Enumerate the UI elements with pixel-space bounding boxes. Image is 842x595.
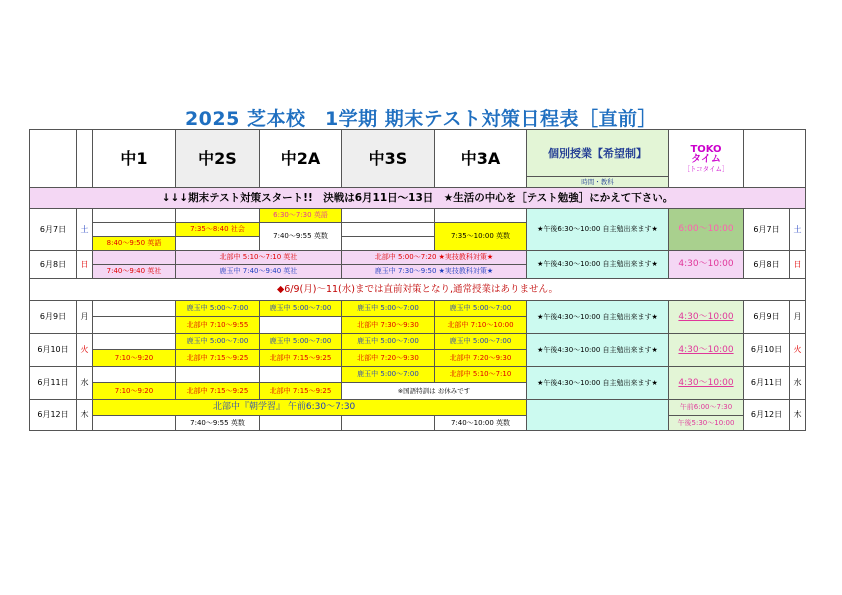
toko-title2: タイム — [691, 154, 721, 166]
toko-cell: 4:30～10:00 — [669, 251, 744, 279]
banner-notice: ◆6/9(月)～11(水)までは直前対策となり,通常授業はありません。 — [30, 279, 806, 301]
dow-cell: 日 — [77, 251, 93, 279]
slot-c3-top: 鹿玉中 5:00～7:00 — [260, 334, 342, 350]
slot-c45-top: 北部中 5:00～7:20 ★実技教科対策★ — [342, 251, 527, 265]
slot-c3-bot: 北部中 7:15～9:25 — [260, 383, 342, 400]
header-row — [30, 130, 806, 177]
slot-c5-top: 鹿玉中 5:00～7:00 — [435, 334, 527, 350]
date-cell: 6月11日 — [30, 367, 77, 400]
slot-c45-bot: 鹿玉中 7:30～9:50 ★実技教科対策★ — [342, 265, 527, 279]
banner-start: ↓↓↓期末テスト対策スタート!! 決戦は6月11日～13日 ★生活の中心を［テスト勉強］にかえて下さい。 — [30, 188, 806, 209]
dow-cell: 火 — [77, 334, 93, 367]
slot-c2-bot: 7:40～9:55 英数 — [176, 416, 260, 431]
dow-cell: 月 — [77, 301, 93, 334]
header-jikan: 時間・教科 — [527, 177, 669, 188]
row-6-11 — [30, 367, 806, 383]
slot-c5-top: 北部中 5:10～7:10 — [435, 367, 527, 383]
slot-c5-bot: 北部中 7:10～10:00 — [435, 317, 527, 334]
toko-cell: 4:30～10:00 — [669, 367, 744, 400]
header-kobetsu: 個別授業【希望制】 — [527, 130, 669, 177]
kobetsu-cell: ★午後4:30～10:00 自主勉出来ます★ — [527, 251, 669, 279]
slot-c1-bot: 7:10～9:20 — [93, 350, 176, 367]
header-chu3a: 中3A — [435, 130, 527, 188]
slot-c4-bot: 北部中 7:30～9:30 — [342, 317, 435, 334]
slot-c4-top: 鹿玉中 5:00～7:00 — [342, 367, 435, 383]
slot-c23-top: 北部中 5:10～7:10 英社 — [176, 251, 342, 265]
header-chu2a: 中2A — [260, 130, 342, 188]
toko-cell-bot: 午後5:30～10:00 — [669, 416, 744, 431]
slot-c1-bot: 8:40～9:50 英語 — [93, 237, 176, 251]
toko-cell-top: 午前6:00～7:30 — [669, 400, 744, 416]
dow-cell-right: 日 — [790, 251, 806, 279]
row-6-9 — [30, 301, 806, 317]
slot-c2-bot: 北部中 7:10～9:55 — [176, 317, 260, 334]
schedule-table — [29, 129, 806, 431]
header-chu2s: 中2S — [176, 130, 260, 188]
header-chu3s: 中3S — [342, 130, 435, 188]
kobetsu-cell: ★午後4:30～10:00 自主勉出来ます★ — [527, 367, 669, 400]
date-cell-right: 6月9日 — [744, 301, 790, 334]
row-6-8 — [30, 251, 806, 265]
kobetsu-cell: ★午後4:30～10:00 自主勉出来ます★ — [527, 334, 669, 367]
toko-cell: 4:30～10:00 — [669, 334, 744, 367]
slot-c4-top: 鹿玉中 5:00～7:00 — [342, 334, 435, 350]
slot-c5-top: 鹿玉中 5:00～7:00 — [435, 301, 527, 317]
slot-c3-bot: 北部中 7:15～9:25 — [260, 350, 342, 367]
date-cell-right: 6月12日 — [744, 400, 790, 431]
dow-cell-right: 月 — [790, 301, 806, 334]
date-cell-right: 6月7日 — [744, 209, 790, 251]
slot-c3-top: 6:30～7:30 英語 — [260, 209, 342, 223]
toko-cell: 6:00～10:00 — [669, 209, 744, 251]
row-6-10 — [30, 334, 806, 350]
slot-c2-bot: 北部中 7:15～9:25 — [176, 350, 260, 367]
date-cell: 6月10日 — [30, 334, 77, 367]
toko-cell: 4:30～10:00 — [669, 301, 744, 334]
date-cell: 6月8日 — [30, 251, 77, 279]
dow-cell-right: 土 — [790, 209, 806, 251]
slot-c23-bot: 鹿玉中 7:40～9:40 英社 — [176, 265, 342, 279]
kobetsu-cell: ★午後4:30～10:00 自主勉出来ます★ — [527, 301, 669, 334]
slot-morning-study: 北部中『朝学習』 午前6:30～7:30 — [93, 400, 527, 416]
slot-c45-bot: ※国語特訓は お休みです — [342, 383, 527, 400]
toko-subtitle: ［トコタイム］ — [683, 164, 729, 173]
slot-c1-bot: 7:40～9:40 英社 — [93, 265, 176, 279]
dow-cell-right: 水 — [790, 367, 806, 400]
dow-cell: 木 — [77, 400, 93, 431]
dow-cell: 土 — [77, 209, 93, 251]
date-cell-right: 6月11日 — [744, 367, 790, 400]
row-6-12 — [30, 400, 806, 416]
date-cell: 6月7日 — [30, 209, 77, 251]
slot-c3-top: 鹿玉中 5:00～7:00 — [260, 301, 342, 317]
toko-title: TOKO — [690, 143, 722, 155]
slot-c2-top: 鹿玉中 5:00～7:00 — [176, 301, 260, 317]
page-title: 2025 芝本校 1学期 期末テスト対策日程表［直前］ — [184, 108, 658, 130]
date-cell: 6月12日 — [30, 400, 77, 431]
date-cell-right: 6月8日 — [744, 251, 790, 279]
slot-c2-mid: 7:35～8:40 社会 — [176, 223, 260, 237]
dow-cell-right: 木 — [790, 400, 806, 431]
slot-c5-mid: 7:35～10:00 英数 — [435, 223, 527, 251]
header-chu1: 中1 — [93, 130, 176, 188]
slot-c1-bot: 7:10～9:20 — [93, 383, 176, 400]
slot-c5-bot: 北部中 7:20～9:30 — [435, 350, 527, 367]
slot-c2-bot: 北部中 7:15～9:25 — [176, 383, 260, 400]
dow-cell: 水 — [77, 367, 93, 400]
slot-c4-bot: 北部中 7:20～9:30 — [342, 350, 435, 367]
header-toko — [669, 130, 744, 188]
date-cell: 6月9日 — [30, 301, 77, 334]
slot-c5-bot: 7:40～10:00 英数 — [435, 416, 527, 431]
slot-c3-mid: 7:40～9:55 英数 — [260, 223, 342, 251]
row-6-7 — [30, 209, 806, 223]
dow-cell-right: 火 — [790, 334, 806, 367]
kobetsu-cell: ★午後6:30～10:00 自主勉出来ます★ — [527, 209, 669, 251]
date-cell-right: 6月10日 — [744, 334, 790, 367]
slot-c2-top: 鹿玉中 5:00～7:00 — [176, 334, 260, 350]
slot-c4-top: 鹿玉中 5:00～7:00 — [342, 301, 435, 317]
